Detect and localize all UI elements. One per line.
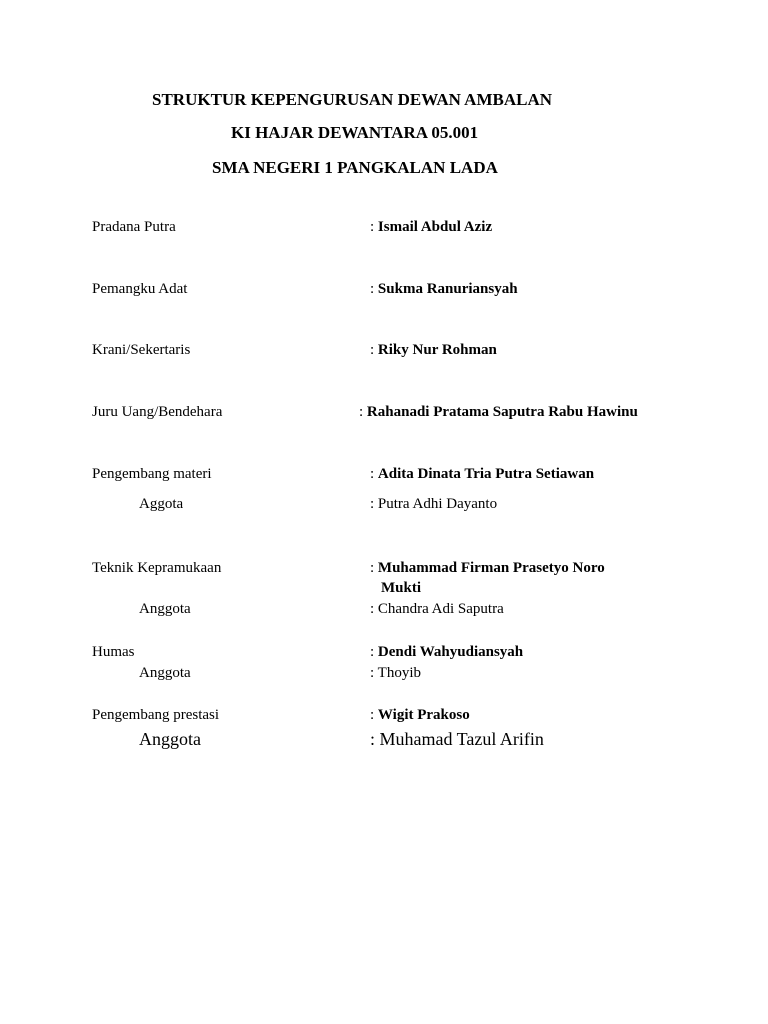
member-name: Sukma Ranuriansyah — [377, 281, 518, 297]
member-name: Muhammad Firman Prasetyo Noro — [377, 560, 605, 576]
colon: : — [370, 560, 378, 576]
member-name: Dendi Wahyudiansyah — [377, 644, 524, 660]
member-name: Wigit Prakoso — [377, 707, 470, 723]
member-name: Adita Dinata Tria Putra Setiawan — [377, 466, 595, 482]
member-name: Rahanadi Pratama Saputra Rabu Hawinu — [366, 404, 638, 420]
colon: : — [370, 601, 378, 617]
role-label-teknik-kepramukaan: Teknik Kepramukaan — [92, 560, 222, 576]
member-name: Putra Adhi Dayanto — [377, 496, 498, 512]
colon: : — [359, 404, 367, 420]
role-value-teknik-kepramukaan — [370, 558, 605, 578]
role-label-pengembang-prestasi: Pengembang prestasi — [92, 707, 220, 723]
role-label-anggota-prestasi: Anggota — [139, 729, 201, 749]
member-name-continuation: Mukti — [381, 580, 422, 596]
colon: : — [370, 342, 378, 358]
header-title-line-2: KI HAJAR DEWANTARA 05.001 — [231, 123, 479, 142]
role-label-pengembang-materi: Pengembang materi — [92, 466, 212, 482]
role-value-aggota — [370, 494, 497, 514]
role-value-anggota-teknik — [370, 599, 504, 619]
role-value-pengembang-prestasi — [370, 705, 470, 725]
member-name: Riky Nur Rohman — [377, 342, 497, 358]
member-name: Thoyib — [377, 665, 421, 681]
role-label-pemangku-adat: Pemangku Adat — [92, 281, 188, 297]
role-value-anggota-humas — [370, 663, 421, 683]
role-value-anggota-prestasi — [370, 728, 544, 750]
role-label-aggota: Aggota — [139, 496, 184, 512]
role-value-pengembang-materi — [370, 464, 594, 484]
colon: : — [370, 665, 378, 681]
header-title-line-3: SMA NEGERI 1 PANGKALAN LADA — [212, 158, 498, 177]
role-value-pradana-putra — [370, 217, 492, 237]
member-name: Chandra Adi Saputra — [377, 601, 504, 617]
colon: : — [370, 644, 378, 660]
role-value-juru-uang — [359, 402, 638, 422]
member-name: Muhamad Tazul Arifin — [379, 729, 544, 749]
role-value-pemangku-adat — [370, 279, 518, 299]
role-value-humas — [370, 642, 523, 662]
header-title-line-1: STRUKTUR KEPENGURUSAN DEWAN AMBALAN — [152, 90, 553, 109]
role-label-anggota-humas: Anggota — [139, 665, 191, 681]
role-label-pradana-putra: Pradana Putra — [92, 219, 176, 235]
colon: : — [370, 281, 378, 297]
role-label-krani-sekertaris: Krani/Sekertaris — [92, 342, 191, 358]
member-name: Ismail Abdul Aziz — [377, 219, 493, 235]
role-label-anggota-teknik: Anggota — [139, 601, 191, 617]
colon: : — [370, 707, 378, 723]
colon: : — [370, 219, 378, 235]
role-label-humas: Humas — [92, 644, 135, 660]
role-value-krani-sekertaris — [370, 340, 497, 360]
colon: : — [370, 729, 380, 749]
role-label-juru-uang: Juru Uang/Bendehara — [92, 404, 223, 420]
colon: : — [370, 496, 378, 512]
colon: : — [370, 466, 378, 482]
